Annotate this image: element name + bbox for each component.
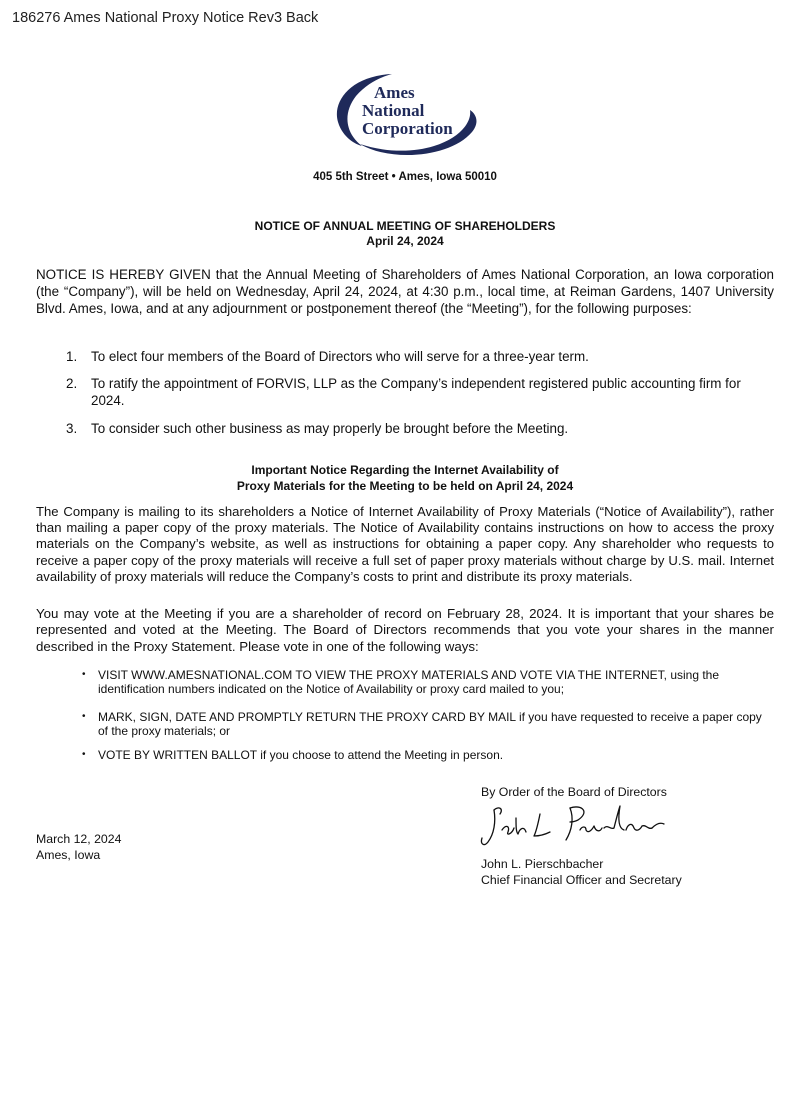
logo-line-3: Corporation bbox=[362, 119, 453, 138]
vote-method-text: MARK, SIGN, DATE AND PROMPTLY RETURN THE PROXY CARD BY MAIL if you have requested to receive a paper copy of the proxy materials; or bbox=[98, 710, 762, 738]
notice-title bbox=[0, 219, 810, 249]
logo-line-1: Ames bbox=[374, 83, 415, 102]
purpose-text: To consider such other business as may properly be brought before the Meeting. bbox=[91, 421, 569, 436]
signer-block bbox=[481, 856, 682, 888]
date-place-block bbox=[36, 831, 121, 863]
vote-method-1 bbox=[82, 668, 762, 696]
vote-method-text: VISIT WWW.AMESNATIONAL.COM TO VIEW THE PROXY MATERIALS AND VOTE VIA THE INTERNET, using the identification numbers indicated on the Notice of Availability or proxy card mailed to you; bbox=[98, 668, 720, 696]
notice-place: Ames, Iowa bbox=[36, 848, 101, 862]
internet-heading-line-2: Proxy Materials for the Meeting to be held on April 24, 2024 bbox=[236, 479, 574, 493]
purpose-text: To ratify the appointment of FORVIS, LLP as the Company’s independent registered public accounting firm for 2024. bbox=[91, 376, 741, 408]
bullet-icon: • bbox=[82, 711, 86, 722]
purpose-number: 2. bbox=[66, 376, 78, 391]
purpose-text: To elect four members of the Board of Directors who will serve for a three-year term. bbox=[91, 349, 589, 364]
signer-name: John L. Pierschbacher bbox=[481, 857, 604, 871]
purpose-number: 3. bbox=[66, 421, 78, 436]
notice-date: March 12, 2024 bbox=[36, 832, 122, 846]
bullet-icon: • bbox=[82, 669, 86, 680]
bullet-icon: • bbox=[82, 749, 86, 760]
purpose-item-1 bbox=[66, 349, 756, 366]
purpose-number: 1. bbox=[66, 349, 78, 364]
document-header-label: 186276 Ames National Proxy Notice Rev3 Back bbox=[12, 10, 319, 26]
notice-title-date: April 24, 2024 bbox=[366, 234, 444, 248]
purpose-item-2 bbox=[66, 376, 756, 409]
vote-method-3 bbox=[82, 748, 762, 762]
internet-heading-line-1: Important Notice Regarding the Internet Availability of bbox=[251, 463, 559, 477]
intro-paragraph: NOTICE IS HEREBY GIVEN that the Annual Meeting of Shareholders of Ames National Corporation, an Iowa corporation (the “Company”), will be held on Wednesday, April 24, 2024, at 4:30 p.m., local time, at Reiman Gardens, 1407 University Blvd. Ames, Iowa, and at any adjournment or postponement thereof (the “Meeting”), for the following purposes: bbox=[36, 267, 774, 316]
by-order-line: By Order of the Board of Directors bbox=[481, 785, 667, 799]
vote-method-text: VOTE BY WRITTEN BALLOT if you choose to attend the Meeting in person. bbox=[98, 748, 504, 762]
handwritten-signature bbox=[478, 800, 668, 852]
internet-availability-heading bbox=[0, 462, 810, 494]
notice-title-line-1: NOTICE OF ANNUAL MEETING OF SHAREHOLDERS bbox=[254, 219, 556, 233]
vote-method-2 bbox=[82, 710, 762, 738]
purpose-item-3 bbox=[66, 421, 756, 438]
company-address: 405 5th Street • Ames, Iowa 50010 bbox=[313, 171, 497, 183]
internet-availability-paragraph: The Company is mailing to its shareholders a Notice of Internet Availability of Proxy Materials (“Notice of Availability”), rather than mailing a paper copy of the proxy materials. The Notice of Availability contains instructions on how to access the proxy materials on the Company’s website, as well as instructions for obtaining a paper copy. Any shareholder who requests to receive a paper copy of the proxy materials will receive a full set of paper proxy materials without charge by U.S. mail. Internet availability of proxy materials will reduce the Company’s costs to print and distribute its proxy materials. bbox=[36, 504, 774, 584]
vote-paragraph: You may vote at the Meeting if you are a shareholder of record on February 28, 2024. It is important that your shares be represented and voted at the Meeting. The Board of Directors recommends that you vote your shares in the manner described in the Proxy Statement. Please vote in one of the following ways: bbox=[36, 606, 774, 654]
logo-line-2: National bbox=[362, 101, 425, 120]
company-logo bbox=[330, 70, 480, 162]
signer-title: Chief Financial Officer and Secretary bbox=[481, 873, 682, 887]
